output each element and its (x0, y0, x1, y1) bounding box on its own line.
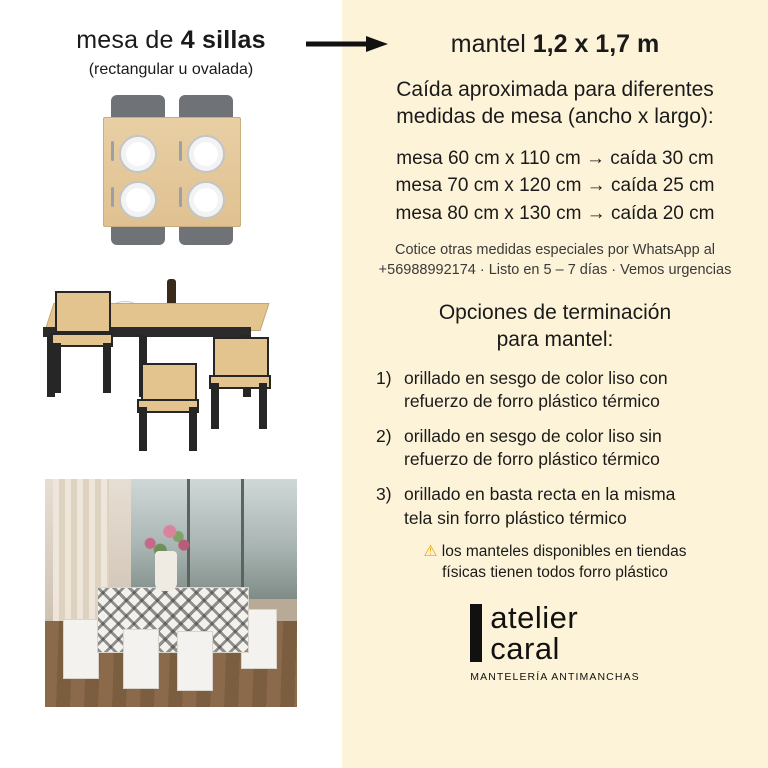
arrow-right-icon (306, 36, 388, 52)
options-title (362, 299, 748, 354)
list-item-line1: orillado en basta recta en la misma (404, 484, 676, 505)
left-title-strong: 4 sillas (180, 26, 266, 54)
plate-shape (187, 181, 225, 219)
dining-set-illustration (21, 267, 321, 457)
table-top-view-illustration (61, 95, 281, 245)
size-row: mesa 70 cm x 120 cm → caída 25 cm (395, 175, 715, 197)
options-title-line1: Opciones de terminación (438, 300, 672, 324)
right-title-strong: 1,2 x 1,7 m (532, 30, 660, 58)
tablecloth-shape (97, 587, 249, 653)
chair-shape (123, 629, 159, 689)
options-list (362, 367, 748, 530)
plate-shape (187, 135, 225, 173)
right-title (362, 30, 748, 59)
chair-shape (177, 631, 213, 691)
contact-note (362, 241, 748, 280)
chair-leg-shape (139, 407, 147, 451)
chair-back-shape (55, 291, 111, 333)
logo-bar-icon (470, 604, 482, 662)
list-item-number: 2) (376, 426, 392, 447)
chair-leg-shape (259, 383, 267, 429)
options-title-line2: para mantel: (496, 327, 614, 351)
list-item-line1: orillado en sesgo de color liso sin (404, 426, 662, 447)
right-subtitle-line1: Caída aproximada para diferentes (396, 78, 714, 101)
list-item-line2: refuerzo de forro plástico térmico (404, 449, 660, 470)
list-item (362, 425, 748, 471)
dining-room-photo (45, 479, 297, 707)
brand-logo (362, 599, 748, 683)
cutlery-shape (111, 187, 114, 207)
list-item-line1: orillado en sesgo de color liso con (404, 368, 668, 389)
warning-icon: ⚠ (423, 542, 438, 560)
list-item-number: 3) (376, 484, 392, 505)
window-mullion-shape (241, 479, 244, 599)
logo-tagline: MANTELERÍA ANTIMANCHAS (470, 670, 640, 683)
left-subtitle: (rectangular u ovalada) (88, 61, 254, 78)
chair-leg-shape (211, 383, 219, 429)
list-item (362, 483, 748, 529)
logo-words (490, 599, 579, 666)
right-panel (342, 0, 768, 768)
chair-shape (63, 619, 99, 679)
list-item-text (404, 425, 662, 471)
left-title (0, 26, 342, 55)
chair-leg-shape (189, 407, 197, 451)
list-item-line2: tela sin forro plástico térmico (404, 507, 627, 528)
logo-word-1: atelier (490, 599, 579, 635)
size-rows (362, 145, 748, 228)
plate-shape (119, 181, 157, 219)
list-item-text (404, 483, 675, 529)
chair-back-shape (213, 337, 269, 379)
right-subtitle (362, 77, 748, 131)
size-row: mesa 80 cm x 130 cm → caída 20 cm (395, 202, 715, 224)
chair-leg-shape (103, 343, 111, 393)
size-row: mesa 60 cm x 110 cm → caída 30 cm (396, 147, 714, 169)
list-item-line2: refuerzo de forro plástico térmico (404, 391, 660, 412)
list-item-number: 1) (376, 368, 392, 389)
right-title-prefix: mantel (450, 30, 533, 58)
warning-line2: físicas tienen todos forro plástico (442, 563, 668, 581)
cutlery-shape (179, 187, 182, 207)
vase-shape (155, 551, 177, 591)
warning-note (362, 542, 748, 584)
left-title-prefix: mesa de (76, 26, 181, 54)
cutlery-shape (111, 141, 114, 161)
plate-shape (119, 135, 157, 173)
cutlery-shape (179, 141, 182, 161)
chair-leg-shape (53, 343, 61, 393)
contact-note-line2: +56988992174 · Listo en 5 – 7 días · Vemos urgencias (378, 261, 732, 278)
logo-mark-and-words (470, 599, 639, 666)
contact-note-line1: Cotice otras medidas especiales por WhatsApp al (395, 242, 715, 259)
list-item-text (404, 367, 668, 413)
left-panel (0, 0, 342, 768)
logo-word-2: caral (490, 630, 560, 666)
list-item (362, 367, 748, 413)
right-subtitle-line2: medidas de mesa (ancho x largo): (396, 104, 714, 128)
warning-line1: los manteles disponibles en tiendas (441, 542, 687, 560)
